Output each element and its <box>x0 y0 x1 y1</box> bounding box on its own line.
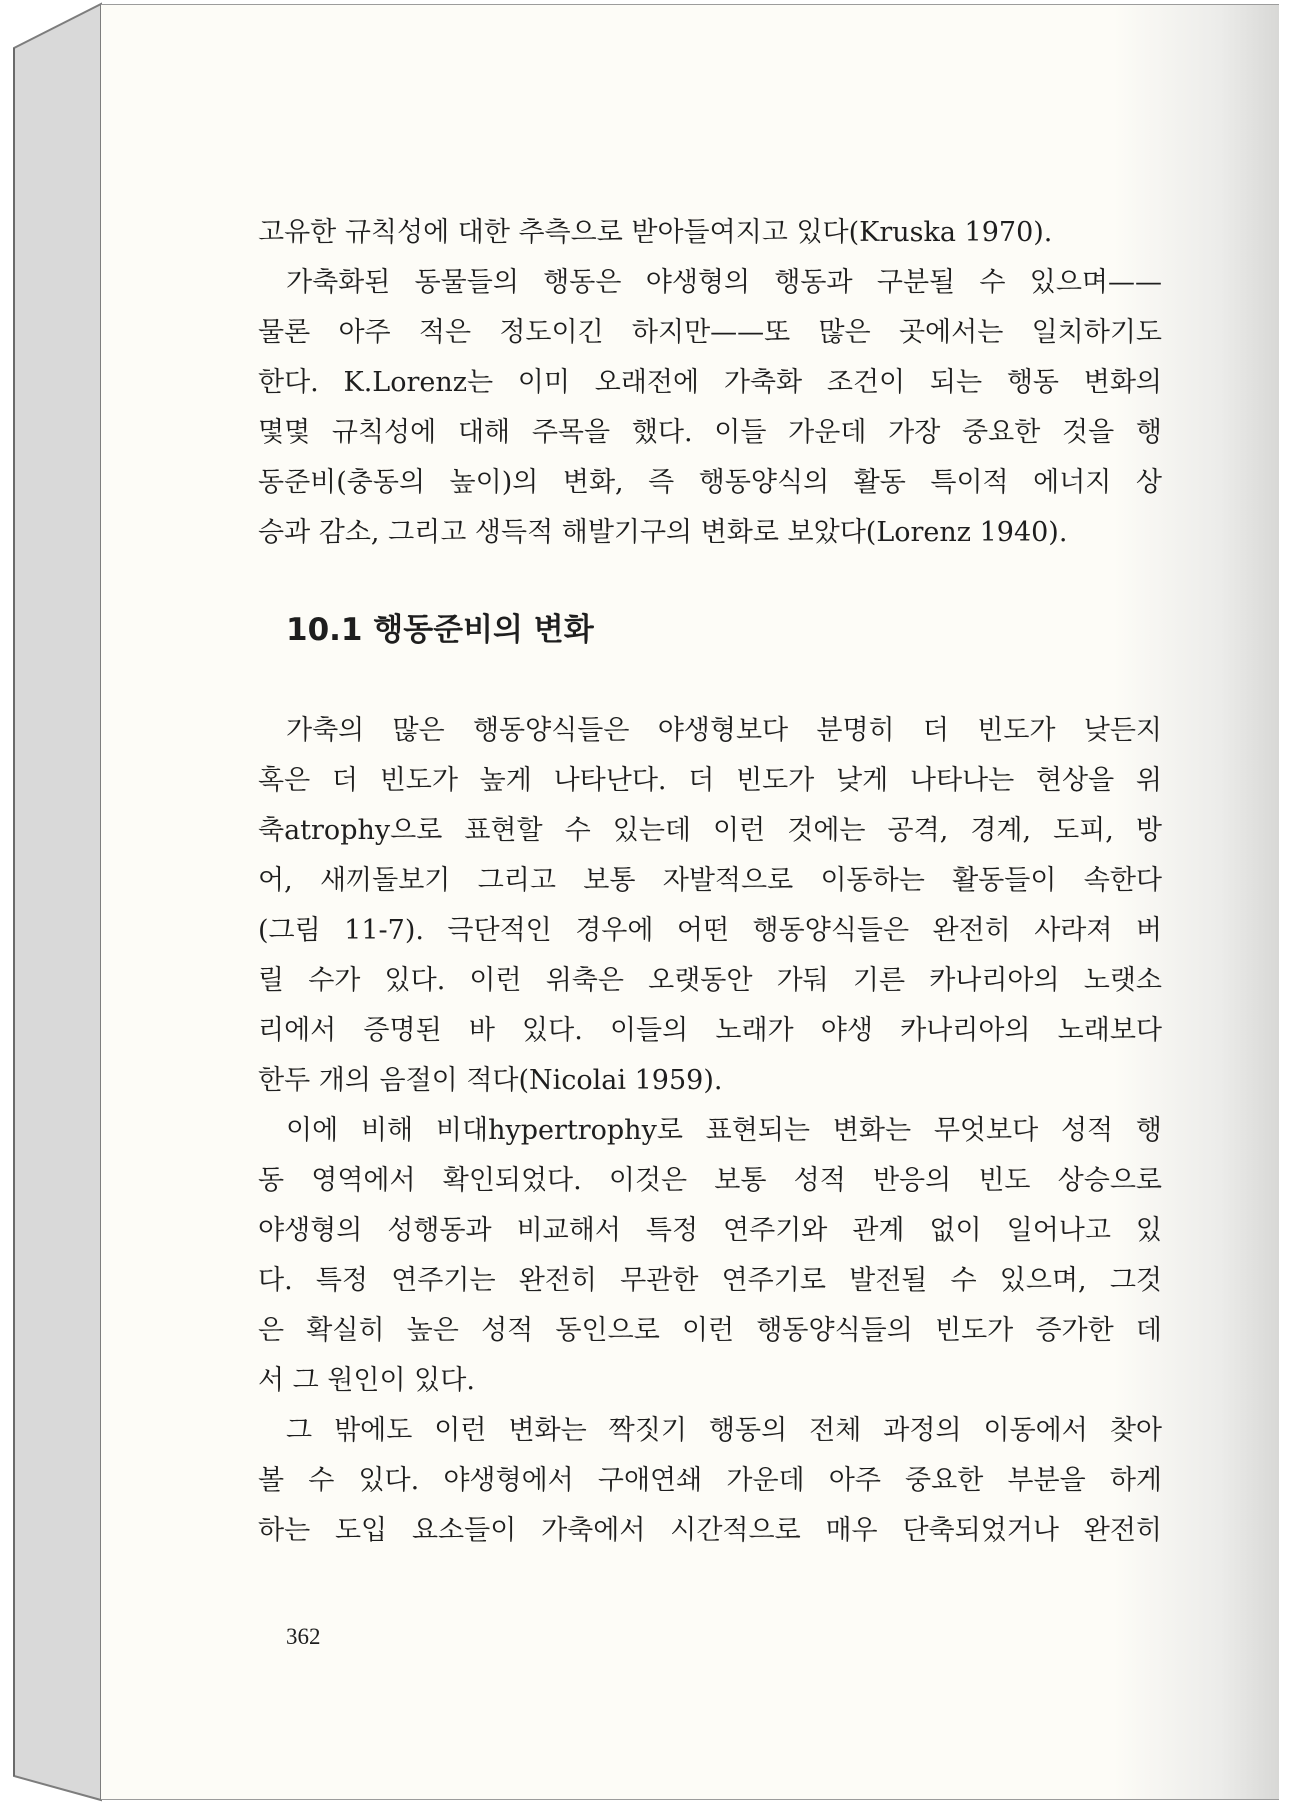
text-line: 다. 특정 연주기는 완전히 무관한 연주기로 발전될 수 있으며, 그것 <box>258 1265 1162 1296</box>
text-line: 고유한 규칙성에 대한 추측으로 받아들여지고 있다(Kruska 1970). <box>258 217 1053 248</box>
text-line: 리에서 증명된 바 있다. 이들의 노래가 야생 카나리아의 노래보다 <box>258 1015 1162 1046</box>
text-line: 은 확실히 높은 성적 동인으로 이런 행동양식들의 빈도가 증가한 데 <box>258 1315 1162 1346</box>
text-line: 동 영역에서 확인되었다. 이것은 보통 성적 반응의 빈도 상승으로 <box>258 1165 1162 1196</box>
text-line: 그 밖에도 이런 변화는 짝짓기 행동의 전체 과정의 이동에서 찾아 <box>286 1415 1162 1446</box>
text-line: 서 그 원인이 있다. <box>258 1365 475 1396</box>
section-body <box>258 706 1162 1556</box>
section-heading: 10.1 행동준비의 변화 <box>286 612 594 648</box>
text-line: 이에 비해 비대hypertrophy로 표현되는 변화는 무엇보다 성적 행 <box>286 1115 1162 1146</box>
text-line: 어, 새끼돌보기 그리고 보통 자발적으로 이동하는 활동들이 속한다 <box>258 865 1162 896</box>
text-line: 릴 수가 있다. 이런 위축은 오랫동안 가둬 기른 카나리아의 노랫소 <box>258 965 1162 996</box>
intro-paragraphs <box>258 208 1162 558</box>
text-line: 승과 감소, 그리고 생득적 해발기구의 변화로 보았다(Lorenz 1940). <box>258 517 1068 548</box>
text-line: 동준비(충동의 높이)의 변화, 즉 행동양식의 활동 특이적 에너지 상 <box>258 467 1162 498</box>
text-line: 한두 개의 음절이 적다(Nicolai 1959). <box>258 1065 723 1096</box>
text-line: 몇몇 규칙성에 대해 주목을 했다. 이들 가운데 가장 중요한 것을 행 <box>258 417 1162 448</box>
text-line: 하는 도입 요소들이 가축에서 시간적으로 매우 단축되었거나 완전히 <box>258 1515 1162 1546</box>
text-line: 가축의 많은 행동양식들은 야생형보다 분명히 더 빈도가 낮든지 <box>286 715 1162 746</box>
text-line: 한다. K.Lorenz는 이미 오래전에 가축화 조건이 되는 행동 변화의 <box>258 367 1162 398</box>
text-line: 가축화된 동물들의 행동은 야생형의 행동과 구분될 수 있으며—— <box>286 267 1162 298</box>
text-line: 혹은 더 빈도가 높게 나타난다. 더 빈도가 낮게 나타나는 현상을 위 <box>258 765 1162 796</box>
text-line: 축atrophy으로 표현할 수 있는데 이런 것에는 공격, 경계, 도피, 방 <box>258 815 1162 846</box>
text-line: 야생형의 성행동과 비교해서 특정 연주기와 관계 없이 일어나고 있 <box>258 1215 1162 1246</box>
text-line: 볼 수 있다. 야생형에서 구애연쇄 가운데 아주 중요한 부분을 하게 <box>258 1465 1162 1496</box>
text-line: (그림 11-7). 극단적인 경우에 어떤 행동양식들은 완전히 사라져 버 <box>258 915 1162 946</box>
text-line: 물론 아주 적은 정도이긴 하지만——또 많은 곳에서는 일치하기도 <box>258 317 1162 348</box>
page-number: 362 <box>286 1624 321 1649</box>
